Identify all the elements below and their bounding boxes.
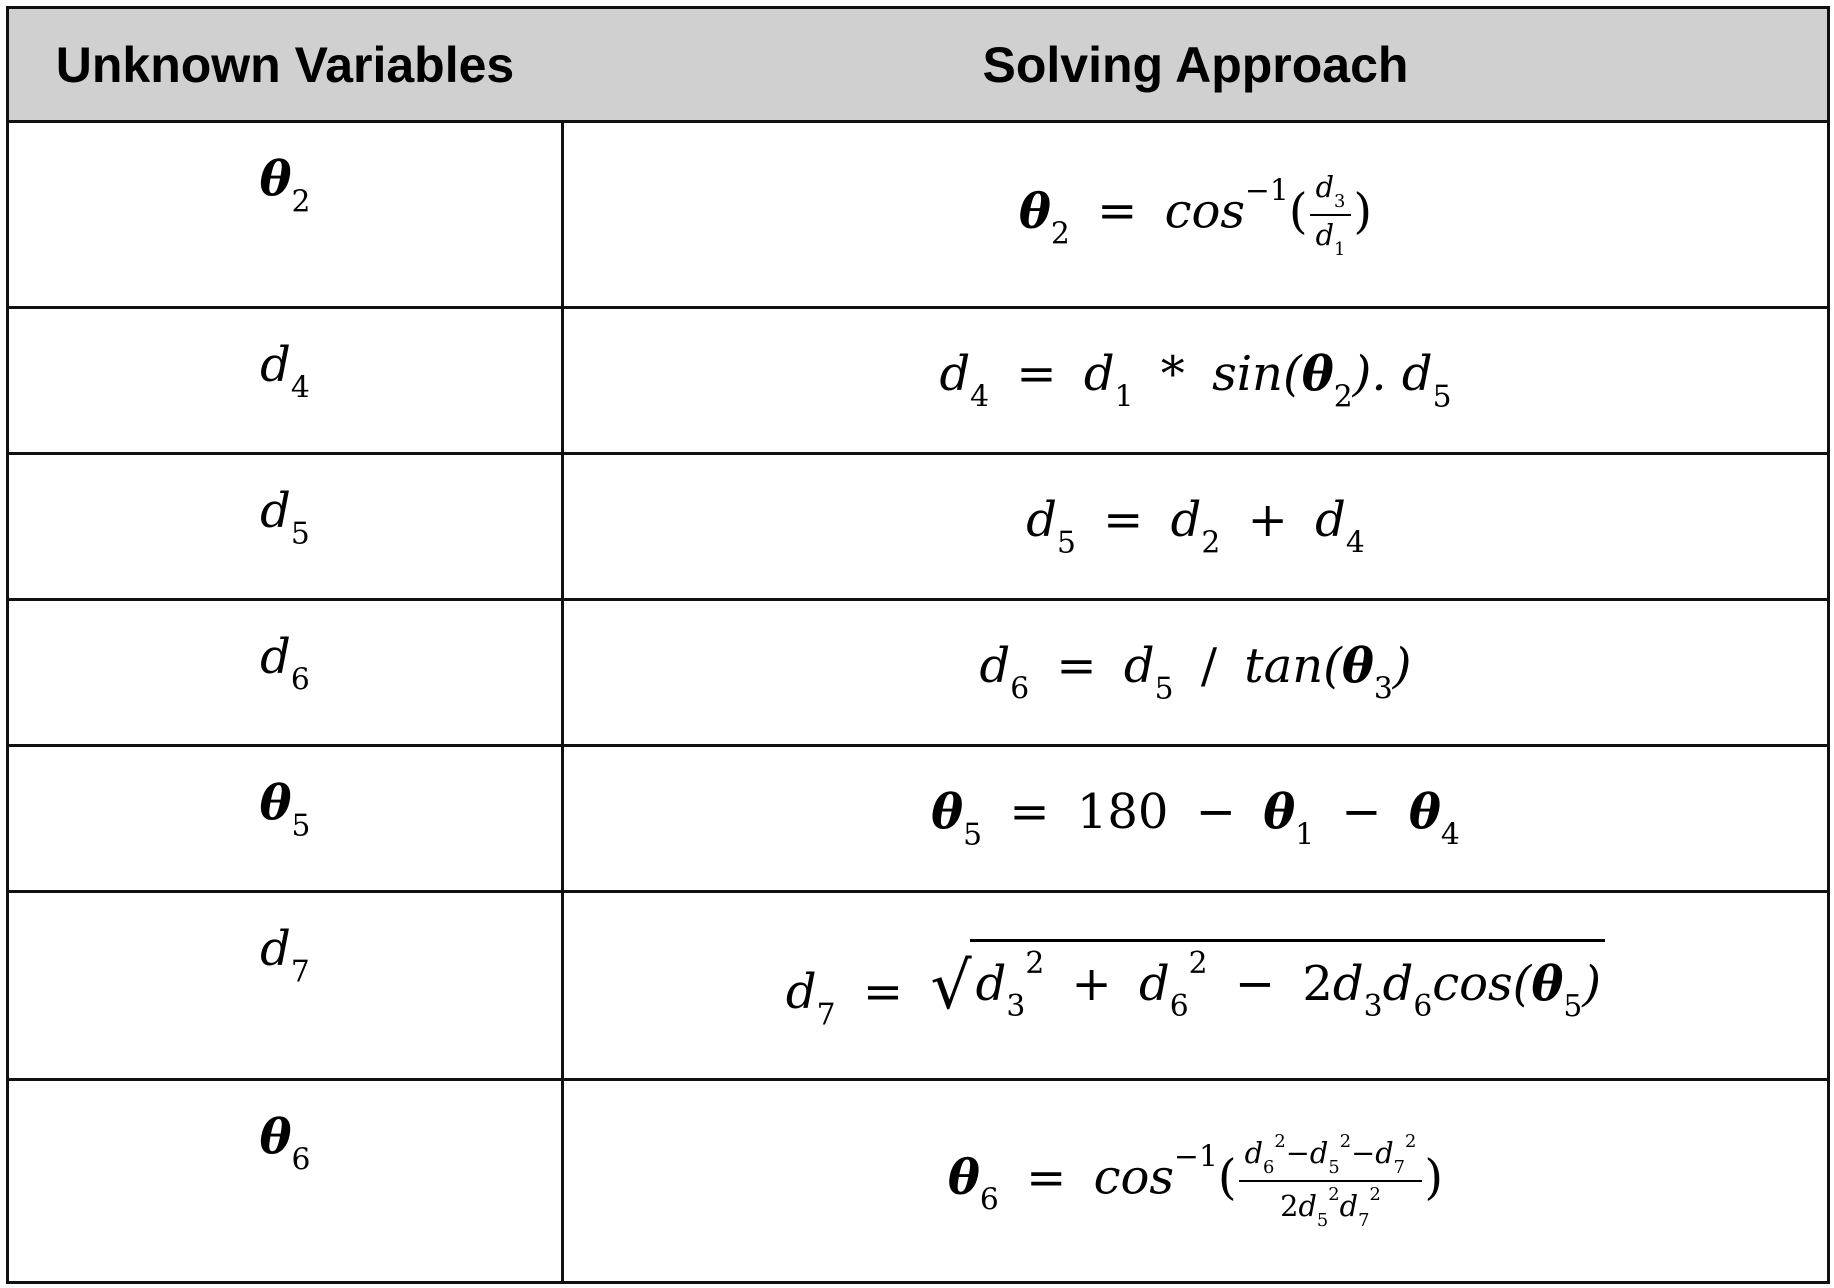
formula-function: cos [1164,183,1245,239]
square-root [930,939,1605,1024]
formula-subscript: 7 [1358,1209,1370,1231]
formula-cell [564,747,1827,890]
formula-term: θ [1531,955,1564,1012]
formula-subscript: 2 [1333,379,1353,415]
formula-term: d [1083,346,1115,403]
formula-subscript: 3 [1006,988,1026,1024]
variable-symbol: θ [259,1109,292,1165]
close-paren: ) [1392,638,1412,695]
table-row [9,123,1827,309]
formula-subscript: 6 [1263,1157,1275,1178]
equals-sign: = [1103,492,1144,549]
variable-subscript: 7 [290,954,310,990]
formula-term: θ [1018,183,1051,239]
formula-term: d [1315,169,1335,204]
formula-subscript: 5 [1056,525,1076,561]
fraction-numerator [1239,1131,1423,1182]
formula-term: d [1026,492,1057,549]
formula-number: 180 [1076,784,1169,841]
variable-subscript: 4 [290,370,310,406]
formula-cell [564,455,1827,598]
variable-cell [9,123,561,219]
formula-cell [564,123,1827,306]
formula-term: θ [1263,784,1296,841]
equals-sign: = [1009,784,1050,841]
multiply-sign: * [1160,346,1185,403]
variable-symbol: θ [259,775,292,831]
formula-subscript: 6 [1413,988,1433,1024]
formula-term: θ [931,784,964,841]
minus-sign: − [1195,784,1236,841]
formula-subscript: 5 [1328,1157,1340,1178]
formula-term: d [1139,955,1170,1012]
header-solving-approach: Solving Approach [982,36,1409,93]
variable-symbol: d [260,337,291,393]
variable-symbol: d [260,921,291,977]
variable-subscript: 5 [290,516,310,552]
divide-sign: / [1200,638,1218,695]
formula-cell [564,309,1827,452]
variable-symbol: θ [259,151,292,207]
fraction [1239,1131,1423,1231]
variable-cell [9,601,561,697]
formula-subscript: 2 [1050,216,1070,252]
formula-subscript: 4 [970,379,990,415]
formula-subscript: 7 [816,997,836,1033]
formula-subscript: 2 [1201,525,1221,561]
formula-subscript: 7 [1393,1157,1405,1178]
formula-term: d [1315,492,1346,549]
fraction-denominator [1274,1182,1387,1231]
formula-subscript: 6 [979,1182,999,1218]
formula-cell [564,1081,1827,1281]
close-paren: ) [1582,955,1602,1012]
formula-exponent: 2 [1405,1131,1417,1153]
formula-term: d [1123,638,1155,695]
variable-cell [9,309,561,405]
formula-number: 2 [1280,1189,1299,1224]
formula-term: d [1339,1189,1359,1224]
formula-subscript: 6 [1010,671,1030,707]
formula-term: d [939,346,971,403]
formula-number: 2 [1302,955,1333,1012]
formula-exponent: −1 [1174,1139,1218,1175]
formula-cell [564,893,1827,1078]
formula-subscript: 5 [1563,988,1583,1024]
minus-sign: − [1234,955,1276,1012]
variable-subscript: 6 [291,1142,311,1178]
equals-sign: = [1016,346,1057,403]
formula-function: sin( [1212,346,1302,403]
formula-exponent: 2 [1274,1131,1286,1153]
formula-term: d [785,963,817,1020]
radical-sign: √ [930,948,972,1024]
formula-term: θ [1408,784,1441,841]
formula-term: θ [1341,638,1374,695]
equals-sign: = [862,963,904,1020]
variable-symbol: d [260,483,291,539]
formula-function: cos [1093,1149,1175,1206]
formula-subscript: 4 [1345,525,1365,561]
formula-subscript: 3 [1334,190,1346,212]
formula-exponent: 2 [1339,1131,1352,1153]
formula-cell [564,601,1827,744]
formula-term: d [1315,217,1335,252]
formula-subscript: 1 [1114,379,1134,415]
table-row [9,747,1827,893]
formula-term: θ [1301,346,1334,403]
formula-term: d [1375,1136,1394,1171]
formula-term: d [1332,955,1364,1012]
equals-sign: = [1056,638,1097,695]
variable-cell [9,893,561,989]
formula-exponent: 2 [1369,1184,1381,1205]
open-paren: ( [1217,1149,1237,1206]
close-paren: ) [1424,1149,1444,1206]
plus-sign: + [1071,955,1112,1012]
minus-sign: − [1341,784,1382,841]
variable-subscript: 5 [291,808,311,844]
formula-subscript: 3 [1373,671,1393,707]
formula-subscript: 4 [1440,817,1460,853]
close-paren: ) [1353,183,1373,239]
fraction-denominator [1310,216,1352,260]
table-row [9,1081,1827,1281]
variable-symbol: d [260,629,291,685]
variable-cell [9,1081,561,1177]
formula-table [6,6,1830,1284]
fraction [1310,170,1352,260]
minus-sign: − [1351,1136,1376,1171]
formula-term: d [975,955,1007,1012]
table-row [9,455,1827,601]
formula-exponent: 2 [1188,945,1208,981]
formula-subscript: 6 [1169,988,1189,1024]
formula-term: d [1170,492,1202,549]
formula-term: d [1244,1136,1264,1171]
plus-sign: + [1247,492,1288,549]
table-row [9,893,1827,1081]
formula-subscript: 1 [1334,238,1346,260]
table-row [9,309,1827,455]
minus-sign: − [1285,1136,1310,1171]
formula-term: d [1298,1189,1317,1224]
open-paren: ( [1288,183,1308,239]
formula-function: cos( [1432,955,1532,1012]
variable-subscript: 2 [291,184,311,220]
formula-exponent: −1 [1245,173,1289,209]
formula-subscript: 5 [1316,1209,1329,1231]
formula-function: tan( [1244,638,1342,695]
formula-term: d [1382,955,1414,1012]
equals-sign: = [1026,1149,1067,1206]
formula-term: θ [947,1149,980,1206]
formula-subscript: 5 [1432,379,1452,415]
header-row [9,9,1827,123]
table-row [9,601,1827,747]
variable-subscript: 6 [290,662,310,698]
formula-subscript: 1 [1295,817,1315,853]
formula-term: d [979,638,1011,695]
equals-sign: = [1097,183,1138,239]
formula-exponent: 2 [1025,945,1045,981]
formula-term: d [1309,1136,1329,1171]
formula-subscript: 5 [963,817,983,853]
close-paren: ). [1352,346,1387,403]
formula-subscript: 5 [1154,671,1174,707]
formula-exponent: 2 [1328,1184,1340,1205]
formula-subscript: 3 [1363,988,1383,1024]
variable-cell [9,455,561,551]
variable-cell [9,747,561,843]
formula-term: d [1401,346,1433,403]
radicand [970,939,1605,1024]
fraction-numerator [1310,170,1352,216]
header-unknown-variables: Unknown Variables [55,36,515,93]
